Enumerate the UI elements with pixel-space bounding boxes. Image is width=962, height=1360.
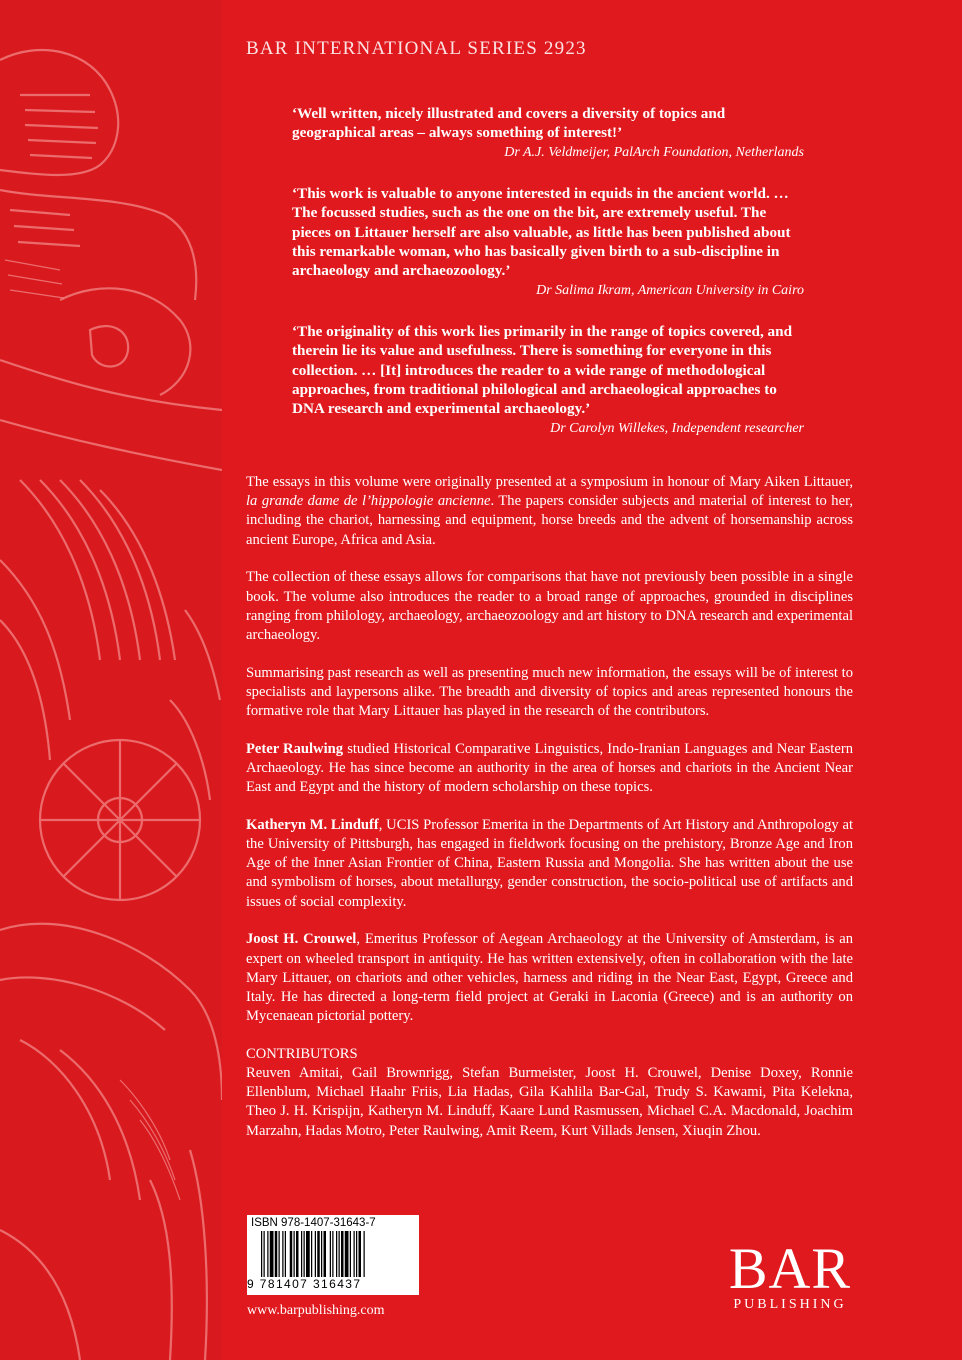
quote-text: ‘This work is valuable to anyone interested in equids in the ancient world. … The focussed studies, such as the one on the bit, are extremely useful. The pieces on Littauer herself are also valuable, as little has been published about this remarkable woman, who has basically given birth to a sub-discipline in archaeology and archaeozoology.’ (292, 184, 791, 280)
quote-attribution: Dr Carolyn Willekes, Independent researcher (550, 420, 804, 436)
editor-name: Katheryn M. Linduff (246, 816, 379, 833)
barcode-bar (285, 1231, 286, 1277)
barcode-bar (336, 1231, 337, 1277)
quote-attribution: Dr A.J. Veldmeijer, PalArch Foundation, Netherlands (504, 144, 804, 160)
quote-text: ‘Well written, nicely illustrated and covers a diversity of topics and geographical areas – always something of interest!’ (292, 105, 726, 142)
barcode-bar (315, 1231, 316, 1277)
publisher-logo (720, 1236, 860, 1313)
description-text: The essays in this volume were originally presented at a symposium in honour of Mary Aiken Littauer, (246, 474, 853, 490)
review-quote (292, 322, 804, 438)
editor-bio (246, 740, 853, 798)
barcode-bar (301, 1231, 302, 1277)
barcode-bar (282, 1231, 283, 1277)
description-paragraph: The collection of these essays allows for comparisons that have not previously been possible in a single book. The volume also introduces the reader to a broad range of approaches, grounded in disciplines ranging from philology, archaeology, archaeozoology and art history to DNA research and experimental archaeology. (246, 569, 853, 643)
barcode-bar (345, 1231, 349, 1277)
relief-line-art (0, 0, 222, 1360)
barcode-bar (321, 1231, 322, 1277)
quote-attribution: Dr Salima Ikram, American University in Cairo (536, 282, 804, 298)
barcode-bar (267, 1231, 268, 1277)
editor-bio-text: studied Historical Comparative Linguistics, Indo-Iranian Languages and Near Eastern Archaeology. He has since become an authority in the area of horses and chariots in the Ancient Near East and Egypt and the history of modern scholarship on these topics. (246, 740, 853, 796)
contributors-heading: CONTRIBUTORS (246, 1045, 358, 1062)
barcode-bar (275, 1231, 278, 1277)
editor-bio (246, 930, 853, 1026)
barcode-bar (261, 1231, 262, 1277)
barcode-bar (279, 1231, 280, 1277)
isbn-barcode (247, 1215, 419, 1295)
review-quotes (292, 104, 804, 460)
barcode-bar (330, 1231, 331, 1277)
editor-bio-text: , Emeritus Professor of Aegean Archaeology at the University of Amsterdam, is an expert on wheeled transport in antiquity. He has written extensively, often in collaboration with the late Mary Littauer, on chariots and other vehicles, harness and riding in the Near East, Egypt, Greece and Italy. He has directed a long-term field project at Geraki in Laconia (Greece) and is an authority on Mycenaean pictorial pottery. (246, 931, 853, 1025)
series-title: BAR INTERNATIONAL SERIES 2923 (246, 38, 587, 59)
isbn-label: ISBN 978-1407-31643-7 (251, 1217, 376, 1229)
editor-name: Joost H. Crouwel (246, 931, 357, 948)
barcode-bar (356, 1231, 357, 1277)
cover-relief-artwork (0, 0, 222, 1360)
quote-text: ‘The originality of this work lies primarily in the range of topics covered, and therein lie its value and usefulness. There is something for everyone in this collection. … [It] introduces the reader to a wide range of methodological approaches, from traditional philological and archaeological approaches to DNA research and experimental archaeology.’ (292, 322, 793, 418)
publisher-website: www.barpublishing.com (247, 1303, 385, 1318)
back-cover-body (246, 473, 853, 1141)
barcode-digits: 9 781407 316437 (247, 1277, 362, 1291)
barcode-bar (270, 1231, 274, 1277)
barcode-bar (359, 1231, 362, 1277)
description-paragraph (246, 473, 853, 550)
logo-subtitle: PUBLISHING (733, 1297, 847, 1312)
editor-bio (246, 816, 853, 912)
editor-bio-text: , UCIS Professor Emerita in the Departments of Art History and Anthropology at the University of Pittsburgh, has engaged in fieldwork focusing on the prehistory, Bronze Age and Iron Age of the Inner Asian Frontier of China, Eastern Russia and Mongolia. She has written about the use and symbolism of horses, about metallurgy, gender construction, the socio-political use of artifacts and issues of social complexity. (246, 816, 853, 910)
barcode-bars (261, 1231, 407, 1277)
description-text: . The papers consider subjects and material of interest to her, including the chariot, harnessing and equipment, horse breeds and the advent of horsemanship across ancient Europe, Africa and Asia. (246, 493, 853, 548)
review-quote (292, 104, 804, 162)
barcode-bar (350, 1231, 351, 1277)
description-paragraph: Summarising past research as well as presenting much new information, the essays will be of interest to specialists and laypersons alike. The breadth and diversity of topics and areas represented honours the formative role that Mary Littauer has played in the research of the contributors. (246, 664, 853, 720)
barcode-bar (364, 1231, 365, 1277)
barcode-bar (290, 1231, 293, 1277)
barcode-bar (264, 1231, 265, 1277)
barcode-bar (296, 1231, 299, 1277)
description-italic: la grande dame de l’hippologie ancienne (246, 493, 491, 510)
barcode-bar (304, 1231, 305, 1277)
contributors-list: Reuven Amitai, Gail Brownrigg, Stefan Burmeister, Joost H. Crouwel, Denise Doxey, Ronnie Ellenblum, Michael Haahr Friis, Lia Hadas, Gila Kahlila Bar-Gal, Trudy S. Kawami, Pita Kelekna, Theo J. H. Krispijn, Katheryn M. Linduff, Kaare Lund Rasmussen, Michael C.A. Macdonald, Joachim Marzahn, Hadas Motro, Peter Raulwing, Amit Reem, Kurt Villads Jensen, Xiuqin Zhou. (246, 1065, 853, 1139)
barcode-bar (306, 1231, 310, 1277)
review-quote (292, 184, 804, 300)
barcode-bar (339, 1231, 340, 1277)
barcode-bar (332, 1231, 333, 1277)
barcode-bar (311, 1231, 312, 1277)
barcode-bar (324, 1231, 327, 1277)
barcode-bar (341, 1231, 344, 1277)
logo-wordmark: BAR (728, 1236, 852, 1301)
barcode-bar (317, 1231, 320, 1277)
barcode-bar (354, 1231, 355, 1277)
editor-name: Peter Raulwing (246, 740, 344, 757)
barcode-bar (294, 1231, 295, 1277)
